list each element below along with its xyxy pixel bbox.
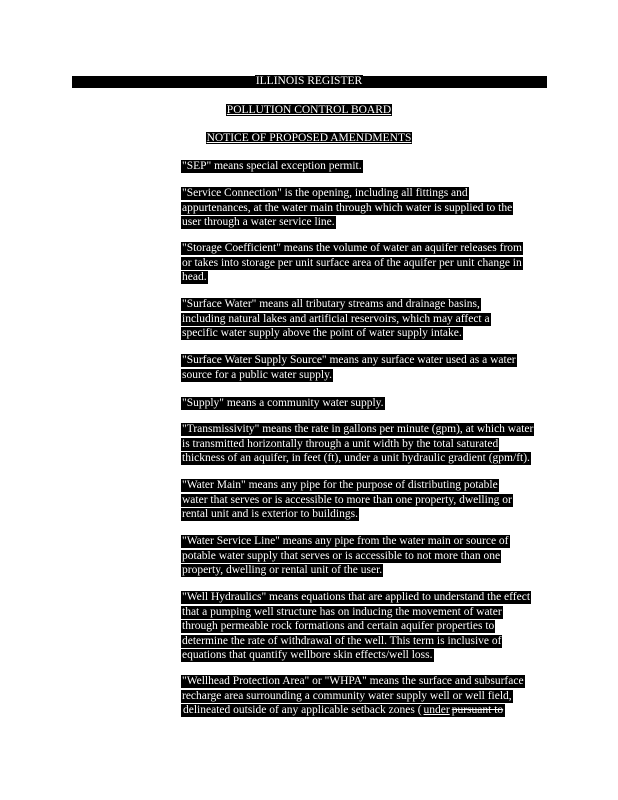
definition-sep: "SEP" means special exception permit. — [182, 160, 362, 172]
definition-well-hydraulics: "Well Hydraulics" means equations that are applied to understand the effect that a pumping well structure has on inducing the movement of water through permeable rock formations and certain aquifer properties to determine the rate of withdrawal of the well. This term is inclusive of equations that quantify wellbore skin effects/well loss. — [182, 591, 531, 662]
definition-surface-water-supply-source: "Surface Water Supply Source" means any surface water used as a water source for a public water supply. — [182, 354, 516, 381]
definition-wellhead-protection-area: "Wellhead Protection Area" or "WHPA" means the surface and subsurface recharge area surrounding a community water supply well or well field, delineated outside of any applicable setback zones ( under pursuant to — [181, 674, 547, 718]
register-title: ILLINOIS REGISTER — [255, 75, 363, 87]
definition-storage-coefficient: "Storage Coefficient" means the volume of water an aquifer releases from or takes into storage per unit surface area of the aquifer per unit change in head. — [182, 242, 522, 284]
wellhead-last-line: delineated outside of any applicable setback zones ( under pursuant to — [183, 704, 504, 717]
definition-transmissivity: "Transmissivity" means the rate in gallons per minute (gpm), at which water is transmitted horizontally through a unit width by the total saturated thickness of an aquifer, in feet (ft), under a unit hydraulic gradient (gpm/ft). — [182, 423, 534, 465]
notice-title: NOTICE OF PROPOSED AMENDMENTS — [206, 132, 412, 144]
underlined-insertion: under — [423, 704, 450, 717]
struck-deletion: pursuant to — [451, 704, 504, 717]
board-title: POLLUTION CONTROL BOARD — [226, 104, 392, 116]
definition-surface-water: "Surface Water" means all tributary streams and drainage basins, including natural lakes and artificial reservoirs, which may affect a specific water supply above the point of water supply intake. — [182, 298, 490, 340]
definition-water-main: "Water Main" means any pipe for the purpose of distributing potable water that serves or is accessible to more than one property, dwelling or rental unit and is exterior to buildings. — [182, 479, 512, 521]
definition-supply: "Supply" means a community water supply. — [182, 397, 384, 409]
definition-water-service-line: "Water Service Line" means any pipe from the water main or source of potable water supply that serves or is accessible to not more than one property, dwelling or rental unit of the user. — [182, 535, 509, 577]
definition-service-connection: "Service Connection" is the opening, including all fittings and appurtenances, at the water main through which water is supplied to the user through a water service line. — [182, 187, 513, 229]
